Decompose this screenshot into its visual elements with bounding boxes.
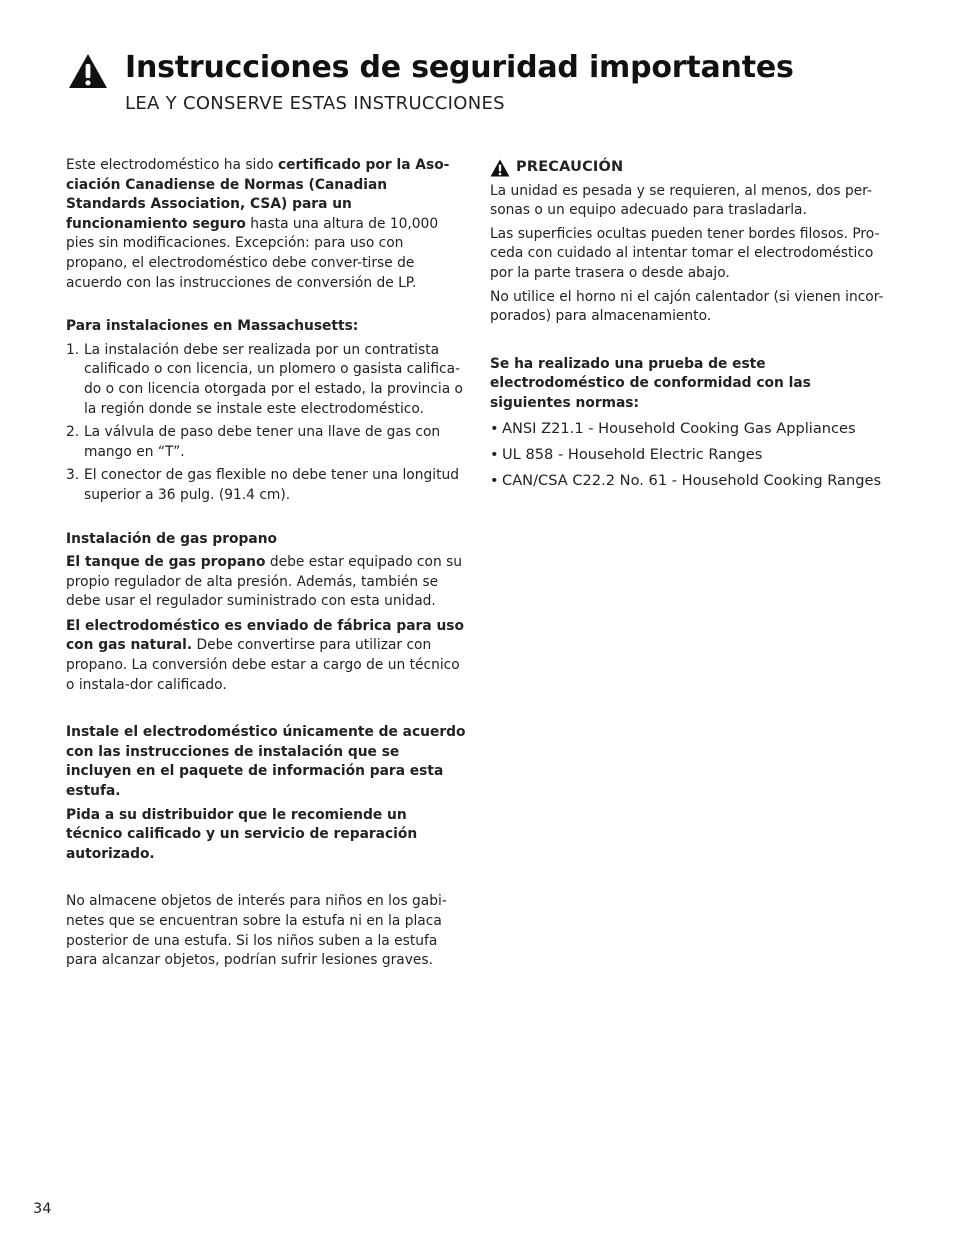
page-number: 34 <box>33 1201 52 1217</box>
page-title: Instrucciones de seguridad importantes <box>125 50 794 85</box>
caution-label: PRECAUCIÓN <box>516 159 624 175</box>
list-item: • UL 858 - Household Electric Ranges <box>490 445 763 463</box>
caution-triangle-icon <box>490 159 510 177</box>
list-item: • CAN/CSA C22.2 No. 61 - Household Cooking Ranges <box>490 471 882 489</box>
certification-paragraph: Este electrodoméstico ha sido certificado por la Aso-ciación Canadiense de Normas (Canadian Standards Association, CSA) para un funcionamiento seguro hasta una altura de 10,000 pies sin modificaciones. Excepción: para uso con propano, el electrodoméstico debe conver-tirse de acuerdo con las instrucciones de conversión de LP. <box>66 157 450 291</box>
caution-storage-paragraph: No utilice el horno ni el cajón calentador (si vienen incor-porados) para almacenamiento. <box>490 288 884 325</box>
distributor-paragraph: Pida a su distribuidor que le recomiende un técnico calificado y un servicio de reparación autorizado. <box>66 806 418 862</box>
propane-heading: Instalación de gas propano <box>66 530 278 547</box>
caution-heavy-paragraph: La unidad es pesada y se requieren, al menos, dos per-sonas o un equipo adecuado para trasladarla. <box>490 182 872 219</box>
massachusetts-list <box>66 341 466 506</box>
massachusetts-heading: Para instalaciones en Massachusetts: <box>66 318 359 335</box>
children-warning-paragraph: No almacene objetos de interés para niños en los gabi-netes que se encuentran sobre la estufa ni en la placa posterior de una estufa. Si los niños suben a la estufa para alcanzar objetos, podrían sufrir lesiones graves. <box>66 893 447 969</box>
list-item: • ANSI Z21.1 - Household Cooking Gas Appliances <box>490 419 856 437</box>
warning-triangle-icon <box>68 53 108 89</box>
natural-gas-paragraph: El electrodoméstico es enviado de fábrica para uso con gas natural. Debe convertirse para utilizar con propano. La conversión debe estar a cargo de un técnico o instala-dor calificado. <box>66 617 464 693</box>
left-column <box>66 156 466 971</box>
standards-heading: Se ha realizado una prueba de este electrodoméstico de conformidad con las siguientes normas: <box>490 355 811 411</box>
caution-heading <box>490 158 890 178</box>
page-subtitle: LEA Y CONSERVE ESTAS INSTRUCCIONES <box>125 93 505 114</box>
standards-list <box>490 419 890 491</box>
caution-edges-paragraph: Las superficies ocultas pueden tener bordes filosos. Pro-ceda con cuidado al intentar tomar el electrodoméstico por la parte trasera o desde abajo. <box>490 225 880 281</box>
list-item: 2. La válvula de paso debe tener una llave de gas con mango en “T”. <box>66 424 441 460</box>
list-item: 1. La instalación debe ser realizada por un contratista calificado o con licencia, un plomero o gasista califica-do o con licencia otorgada por el estado, la provincia o la región donde se instale este electrodoméstico. <box>66 341 464 417</box>
list-item: 3. El conector de gas flexible no debe tener una longitud superior a 36 pulg. (91.4 cm). <box>66 467 459 503</box>
install-instructions-paragraph: Instale el electrodoméstico únicamente de acuerdo con las instrucciones de instalación que se incluyen en el paquete de información para esta estufa. <box>66 724 466 800</box>
right-column <box>490 158 890 497</box>
propane-tank-paragraph: El tanque de gas propano debe estar equipado con su propio regulador de alta presión. Además, también se debe usar el regulador suministrado con esta unidad. <box>66 554 463 610</box>
